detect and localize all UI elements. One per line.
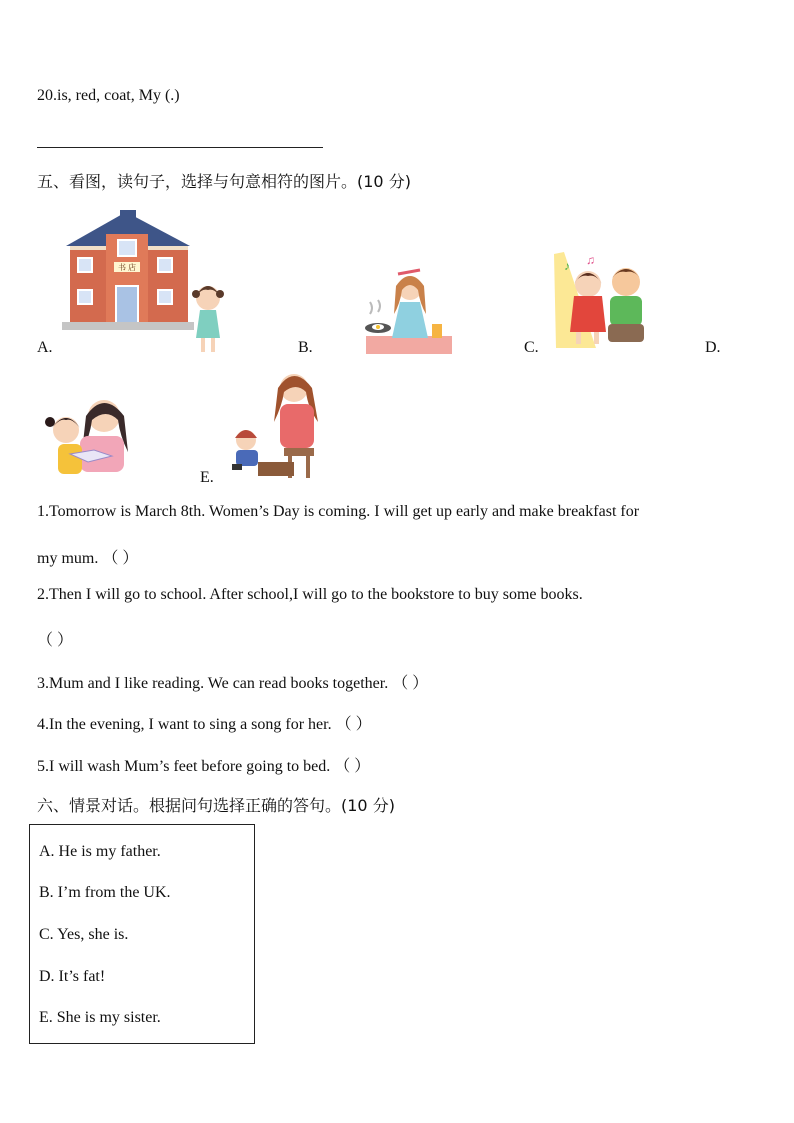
answer-line	[37, 147, 323, 148]
label-b: B.	[298, 339, 313, 356]
sentence-5: 5.I will wash Mum’s feet before going to bed. （ ）	[37, 758, 371, 775]
bookstore-picture	[62, 210, 232, 356]
label-a: A.	[37, 339, 53, 356]
sentence-1-cont: my mum. （ ）	[37, 550, 139, 567]
sentence-2: 2.Then I will go to school. After school,I will go to the bookstore to buy some books.	[37, 586, 583, 603]
reading-picture	[40, 392, 130, 480]
option-c: C. Yes, she is.	[39, 926, 129, 943]
section-6-heading: 六、情景对话。根据问句选择正确的答句。(10 分)	[37, 796, 395, 815]
cooking-picture	[362, 266, 456, 356]
section-5-heading: 五、看图，读句子，选择与句意相符的图片。(10 分)	[37, 172, 411, 191]
sentence-1: 1.Tomorrow is March 8th. Women’s Day is coming. I will get up early and make breakfast for	[37, 503, 640, 520]
option-d: D. It’s fat!	[39, 968, 106, 985]
label-d: D.	[705, 339, 721, 356]
label-e: E.	[200, 469, 214, 486]
singing-picture	[550, 252, 650, 350]
sentence-3: 3.Mum and I like reading. We can read books together. （ ）	[37, 675, 429, 692]
svg-text:♫: ♫	[586, 253, 595, 267]
answer-options-box	[29, 824, 255, 1044]
washing-feet-picture	[226, 370, 326, 482]
option-e: E. She is my sister.	[39, 1009, 161, 1026]
option-b: B. I’m from the UK.	[39, 884, 171, 901]
svg-text:♪: ♪	[564, 259, 570, 273]
question-20: 20.is, red, coat, My (.)	[37, 87, 180, 104]
sentence-2-blank: （ ）	[37, 632, 74, 649]
label-c: C.	[524, 339, 539, 356]
sentence-4: 4.In the evening, I want to sing a song for her. （ ）	[37, 716, 372, 733]
bookstore-sign: 书 店	[118, 263, 136, 272]
option-a: A. He is my father.	[39, 843, 161, 860]
